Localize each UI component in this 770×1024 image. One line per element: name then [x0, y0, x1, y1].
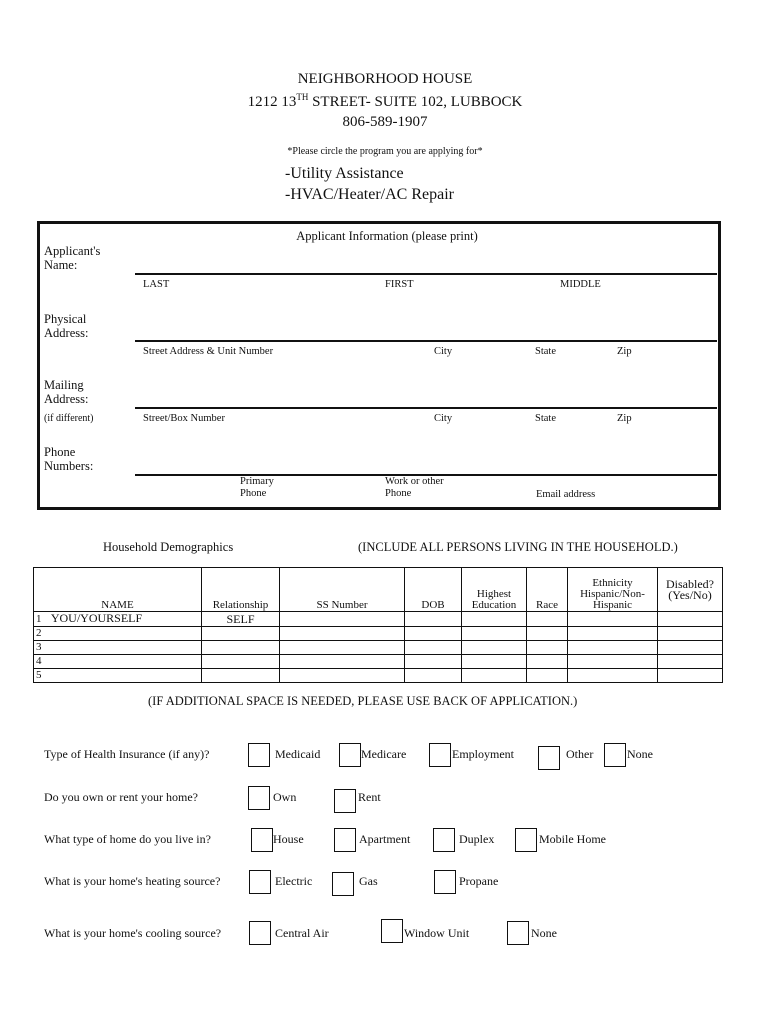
physical-zip-label: Zip	[617, 346, 632, 357]
row-dob-cell[interactable]	[405, 669, 462, 683]
row-race-cell[interactable]	[527, 669, 568, 683]
row-relationship-cell[interactable]	[202, 655, 280, 669]
row-ss-cell[interactable]	[280, 641, 405, 655]
electric-checkbox[interactable]	[249, 870, 271, 894]
row-name-cell[interactable]	[34, 655, 202, 669]
work-phone-label: Work or other Phone	[385, 476, 444, 499]
row-number: 1	[36, 613, 42, 625]
address-rest: STREET- SUITE 102, LUBBOCK	[308, 94, 523, 110]
row-race-cell[interactable]	[527, 655, 568, 669]
applicant-info-box	[37, 221, 721, 510]
program-hvac[interactable]: -HVAC/Heater/AC Repair	[285, 186, 454, 203]
medicaid-label: Medicaid	[275, 747, 321, 761]
row-education-cell[interactable]	[462, 612, 527, 627]
row-race-cell[interactable]	[527, 641, 568, 655]
col-relationship: Relationship	[202, 568, 280, 612]
mailing-address-label: Mailing Address:	[44, 378, 89, 406]
row-dob-cell[interactable]	[405, 612, 462, 627]
col-ss-number: SS Number	[280, 568, 405, 612]
cooling-none-checkbox[interactable]	[507, 921, 529, 945]
row-name-cell[interactable]	[34, 627, 202, 641]
own-label: Own	[273, 790, 297, 804]
mailing-note: (if different)	[44, 413, 94, 424]
duplex-label: Duplex	[459, 832, 495, 846]
row-ss-cell[interactable]	[280, 627, 405, 641]
row-disabled-cell[interactable]	[658, 655, 723, 669]
household-note: (INCLUDE ALL PERSONS LIVING IN THE HOUSEHOLD.)	[358, 540, 678, 554]
row-name-cell[interactable]	[34, 641, 202, 655]
phone-numbers-label: Phone Numbers:	[44, 445, 94, 473]
employment-checkbox[interactable]	[429, 743, 451, 767]
employment-label: Employment	[452, 747, 514, 761]
col-race: Race	[527, 568, 568, 612]
window-unit-label: Window Unit	[404, 926, 470, 940]
table-row	[34, 655, 723, 669]
row-relationship-cell[interactable]	[202, 627, 280, 641]
col-name: NAME	[34, 568, 202, 612]
table-row	[34, 627, 723, 641]
row-education-cell[interactable]	[462, 627, 527, 641]
row-relationship-cell[interactable]	[202, 669, 280, 683]
address-sup: TH	[296, 92, 309, 102]
additional-space-note: (IF ADDITIONAL SPACE IS NEEDED, PLEASE USE BACK OF APPLICATION.)	[148, 694, 578, 708]
row-education-cell[interactable]	[462, 669, 527, 683]
mailing-zip-label: Zip	[617, 413, 632, 424]
insurance-question: Type of Health Insurance (if any)?	[44, 747, 210, 761]
email-label: Email address	[536, 489, 596, 500]
other-label: Other	[566, 747, 594, 761]
cooling-none-label: None	[531, 926, 557, 940]
row-dob-cell[interactable]	[405, 627, 462, 641]
name-last-label: LAST	[143, 279, 170, 290]
cooling-question: What is your home's cooling source?	[44, 926, 222, 940]
physical-address-line[interactable]	[135, 340, 717, 342]
row-education-cell[interactable]	[462, 641, 527, 655]
insurance-none-checkbox[interactable]	[604, 743, 626, 767]
row-ethnicity-cell[interactable]	[568, 627, 658, 641]
house-label: House	[273, 832, 304, 846]
insurance-none-label: None	[627, 747, 653, 761]
row-ethnicity-cell[interactable]	[568, 655, 658, 669]
col-disabled: Disabled? (Yes/No)	[658, 568, 723, 612]
row-name-cell[interactable]	[34, 612, 202, 627]
rent-checkbox[interactable]	[334, 789, 356, 813]
table-row	[34, 669, 723, 683]
col-ethnicity: Ethnicity Hispanic/Non-Hispanic	[568, 568, 658, 612]
name-first-label: FIRST	[385, 279, 414, 290]
propane-label: Propane	[459, 874, 499, 888]
mailing-address-line[interactable]	[135, 407, 717, 409]
own-rent-question: Do you own or rent your home?	[44, 790, 198, 804]
row-number: 5	[36, 669, 42, 681]
heating-question: What is your home's heating source?	[44, 874, 221, 888]
central-air-label: Central Air	[275, 926, 329, 940]
row-education-cell[interactable]	[462, 655, 527, 669]
mobile-home-label: Mobile Home	[539, 832, 606, 846]
gas-checkbox[interactable]	[332, 872, 354, 896]
row-name-value: YOU/YOURSELF	[50, 611, 143, 625]
row-dob-cell[interactable]	[405, 641, 462, 655]
physical-state-label: State	[535, 346, 556, 357]
applicant-name-label: Applicant's Name:	[44, 244, 101, 272]
row-number: 2	[36, 627, 42, 639]
table-row	[34, 612, 723, 627]
physical-street-label: Street Address & Unit Number	[143, 346, 274, 357]
name-middle-label: MIDDLE	[560, 279, 601, 290]
mailing-state-label: State	[535, 413, 556, 424]
household-table	[33, 567, 723, 683]
org-phone: 806-589-1907	[342, 114, 428, 130]
physical-address-label: Physical Address:	[44, 312, 89, 340]
table-row	[34, 641, 723, 655]
gas-label: Gas	[359, 874, 378, 888]
address-number: 1212 13	[247, 94, 297, 110]
col-dob: DOB	[405, 568, 462, 612]
mailing-city-label: City	[434, 413, 453, 424]
row-ss-cell[interactable]	[280, 669, 405, 683]
row-ethnicity-cell[interactable]	[568, 612, 658, 627]
row-ethnicity-cell[interactable]	[568, 641, 658, 655]
program-instruction: *Please circle the program you are applying for*	[287, 146, 483, 157]
medicare-label: Medicare	[361, 747, 407, 761]
apartment-label: Apartment	[359, 832, 411, 846]
table-header-row	[34, 568, 723, 612]
other-checkbox[interactable]	[538, 746, 560, 770]
row-disabled-cell[interactable]	[658, 612, 723, 627]
apartment-checkbox[interactable]	[334, 828, 356, 852]
row-disabled-cell[interactable]	[658, 641, 723, 655]
rent-label: Rent	[358, 790, 381, 804]
row-relationship-cell[interactable]: SELF	[202, 612, 280, 627]
row-number: 3	[36, 641, 42, 653]
primary-phone-label: Primary Phone	[240, 476, 274, 499]
col-education: Highest Education	[462, 568, 527, 612]
home-type-question: What type of home do you live in?	[44, 832, 211, 846]
row-disabled-cell[interactable]	[658, 669, 723, 683]
row-relationship-cell[interactable]	[202, 641, 280, 655]
row-race-cell[interactable]	[527, 612, 568, 627]
applicant-section-title: Applicant Information (please print)	[296, 229, 478, 243]
household-title: Household Demographics	[103, 540, 234, 554]
duplex-checkbox[interactable]	[433, 828, 455, 852]
propane-checkbox[interactable]	[434, 870, 456, 894]
physical-city-label: City	[434, 346, 453, 357]
org-address	[0, 92, 770, 111]
window-unit-checkbox[interactable]	[381, 919, 403, 943]
mailing-street-label: Street/Box Number	[143, 413, 225, 424]
electric-label: Electric	[275, 874, 313, 888]
row-ss-cell[interactable]	[280, 655, 405, 669]
own-checkbox[interactable]	[248, 786, 270, 810]
name-line[interactable]	[135, 273, 717, 275]
program-utility[interactable]: -Utility Assistance	[285, 165, 404, 182]
mobile-home-checkbox[interactable]	[515, 828, 537, 852]
row-number: 4	[36, 655, 42, 667]
org-name: NEIGHBORHOOD HOUSE	[297, 71, 473, 87]
row-ethnicity-cell[interactable]	[568, 669, 658, 683]
row-name-cell[interactable]	[34, 669, 202, 683]
row-dob-cell[interactable]	[405, 655, 462, 669]
house-checkbox[interactable]	[251, 828, 273, 852]
row-disabled-cell[interactable]	[658, 627, 723, 641]
row-ss-cell[interactable]	[280, 612, 405, 627]
medicare-checkbox[interactable]	[339, 743, 361, 767]
row-race-cell[interactable]	[527, 627, 568, 641]
medicaid-checkbox[interactable]	[248, 743, 270, 767]
central-air-checkbox[interactable]	[249, 921, 271, 945]
